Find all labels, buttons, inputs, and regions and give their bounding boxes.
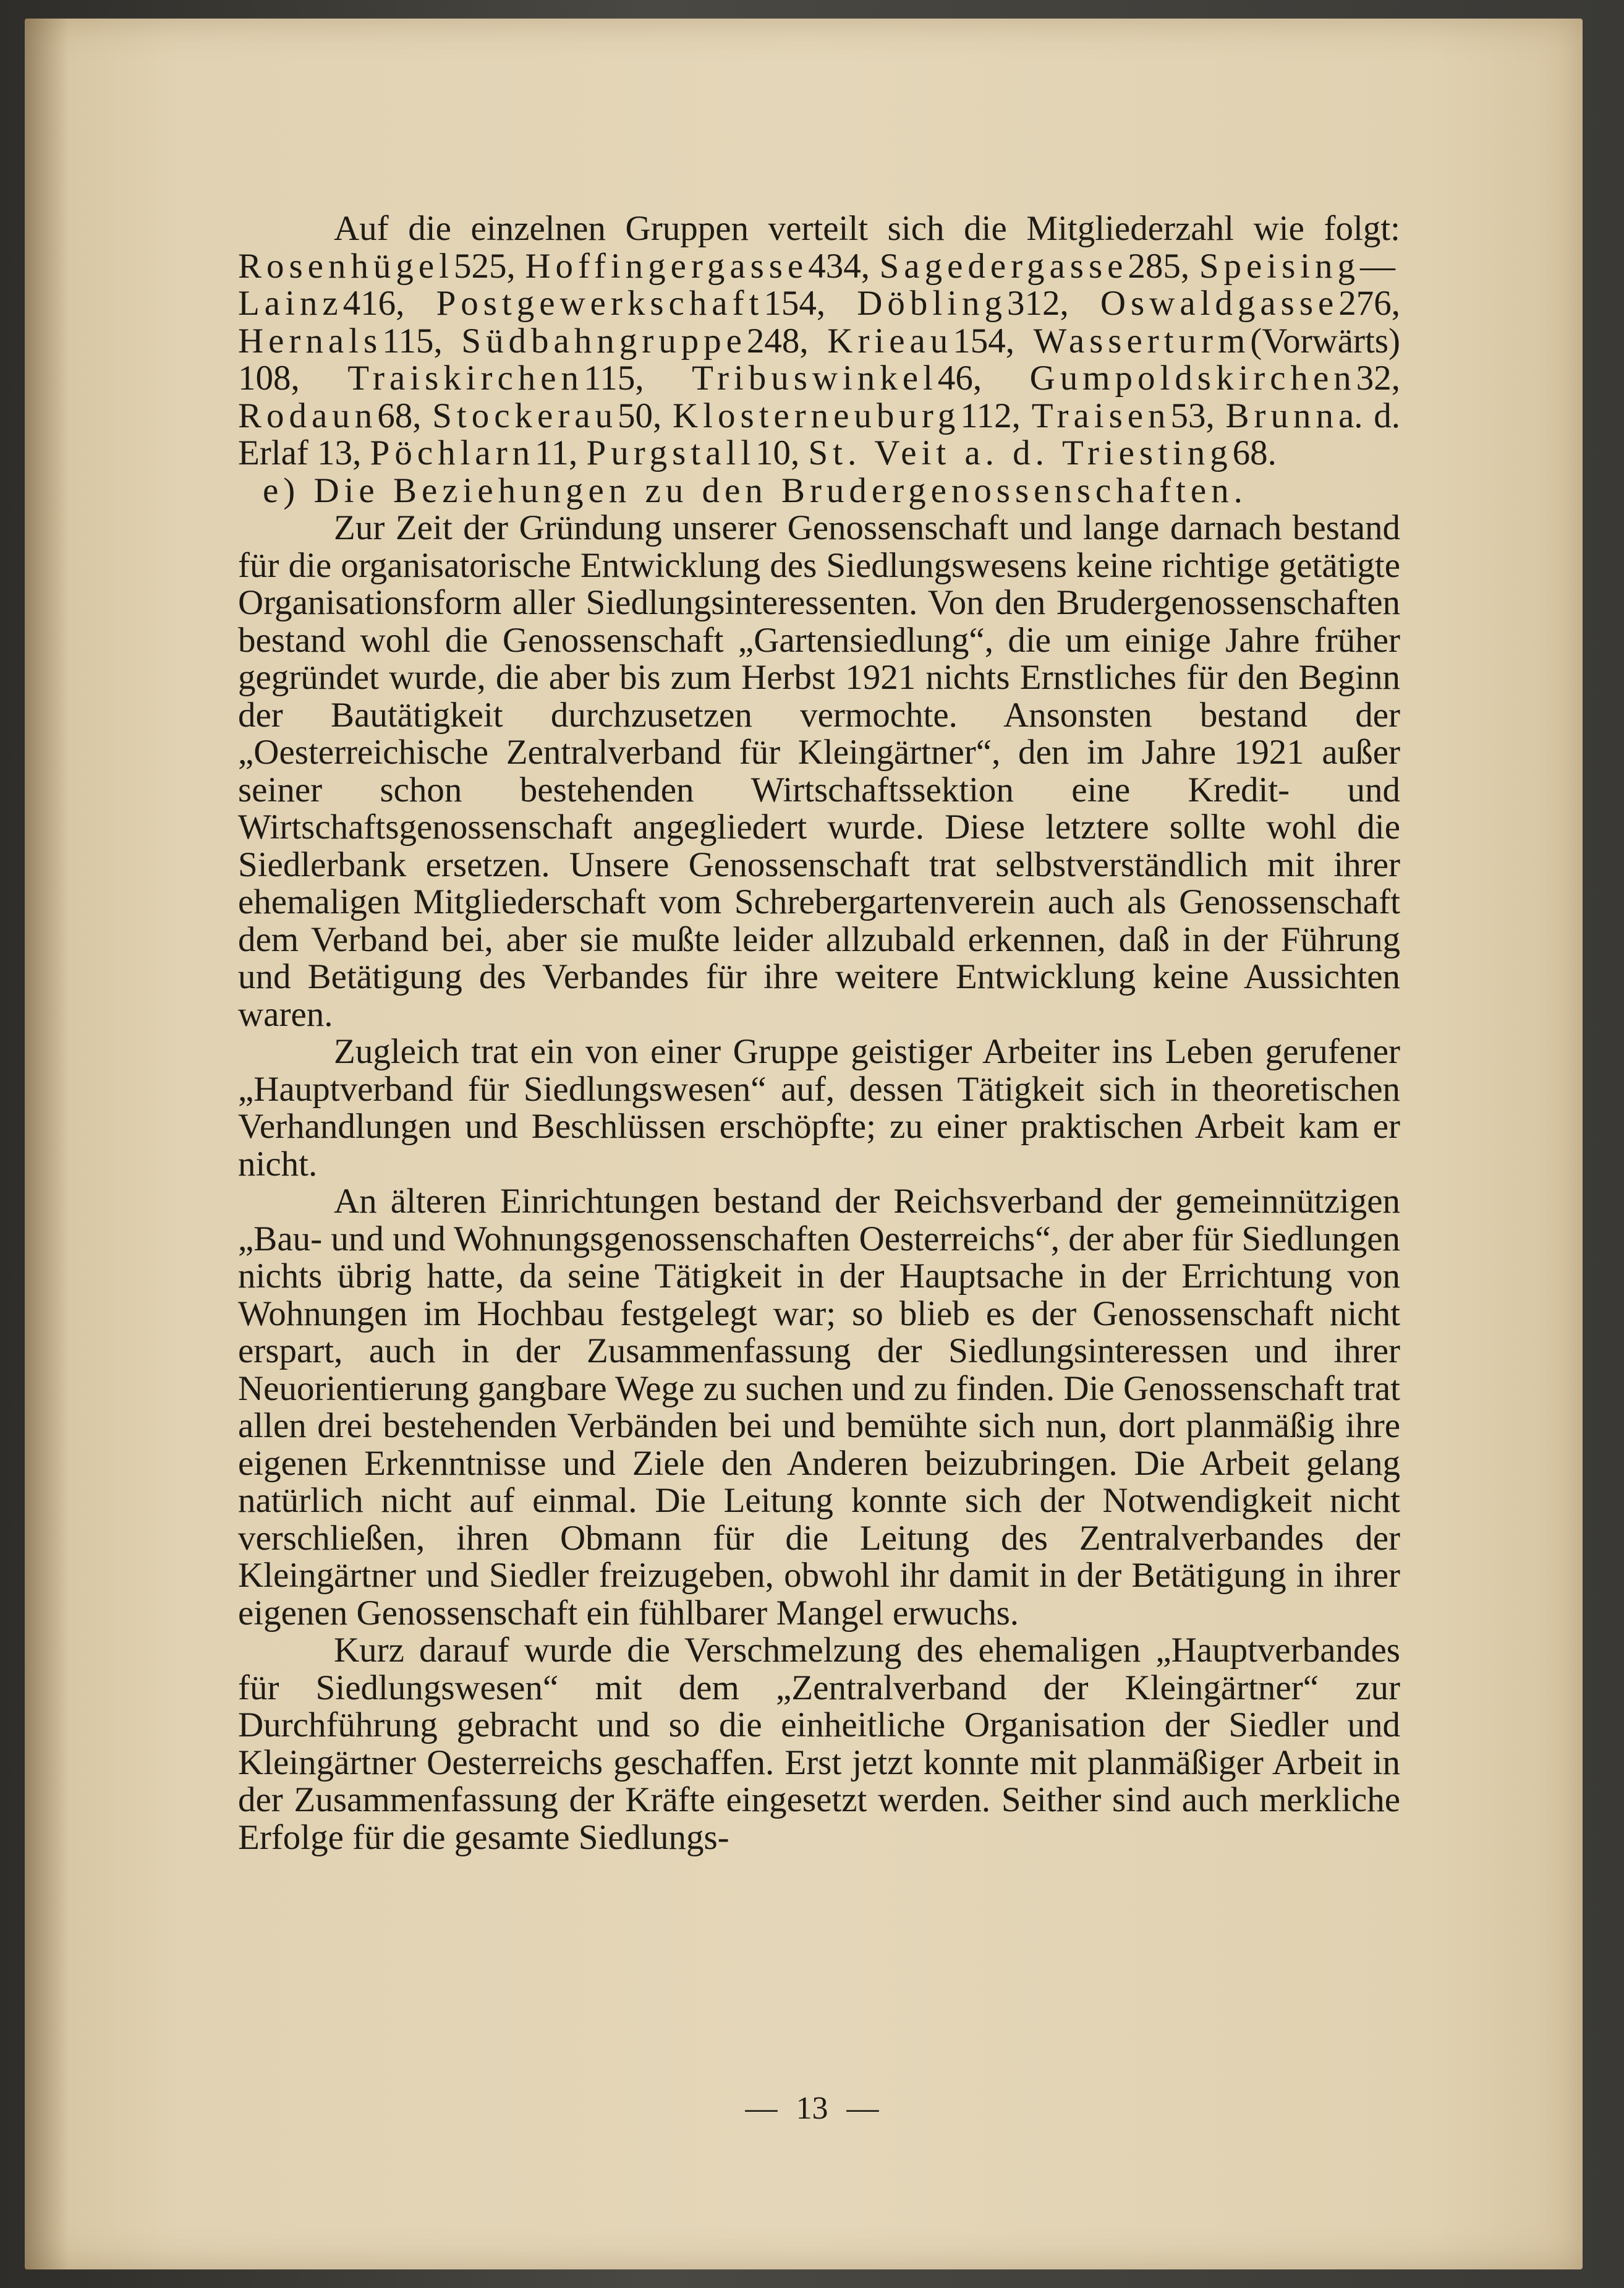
group-name: Speising—Lainz	[238, 246, 1400, 323]
group-count: 50,	[617, 396, 673, 435]
paragraph-verschmelzung: Kurz darauf wurde die Verschmelzung des ehemaligen „Hauptverbandes für Siedlungswesen“ mit dem „Zentralverband der Kleingärtner“ zur Durchführung gebracht und so die einheitliche Organisation der Siedler und Kleingärtner Oesterreichs geschaffen. Erst jetzt konnte mit planmäßiger Arbeit in der Zusammenfassung der Kräfte eingesetzt werden. Seither sind auch merkliche Erfolge für die gesamte Siedlungs-	[238, 1631, 1400, 1857]
group-name: Postgewerkschaft	[436, 284, 764, 323]
group-name: Klosterneuburg	[673, 396, 961, 435]
group-count: 154,	[763, 284, 857, 323]
page-text	[238, 210, 1400, 1856]
group-count: 32,	[1356, 359, 1400, 398]
group-name: Sagedergasse	[879, 246, 1128, 286]
paragraph-hauptverband: Zugleich trat ein von einer Gruppe geistiger Arbeiter ins Leben gerufener „Hauptverband für Siedlungswesen“ auf, dessen Tätigkeit sich in theoretischen Verhandlungen und Beschlüssen erschöpfte; zu einer praktischen Arbeit kam er nicht.	[238, 1032, 1400, 1184]
paragraph-member-groups	[238, 210, 1400, 472]
group-count: 312,	[1006, 284, 1100, 323]
group-count: 525,	[453, 246, 525, 286]
group-name: Oswaldgasse	[1100, 284, 1339, 323]
group-count: 285,	[1128, 246, 1199, 286]
group-name: Südbahngruppe	[461, 321, 747, 361]
paragraph-founding: Zur Zeit der Gründung unserer Genossenschaft und lange darnach bestand für die organisatorische Entwicklung des Siedlungswesens keine richtige getätigte Organisationsform aller Siedlungsinteressenten. Von den Brudergenossenschaften bestand wohl die Genossenschaft „Gartensiedlung“, die um einige Jahre früher gegründet wurde, die aber bis zum Herbst 1921 nichts Ernstliches für den Beginn der Bautätigkeit durchzusetzen vermochte. Ansonsten bestand der „Oesterreichische Zentralverband für Kleingärtner“, den im Jahre 1921 außer seiner schon bestehenden Wirtschaftssektion eine Kredit- und Wirtschaftsgenossenschaft angegliedert wurde. Diese letztere sollte wohl die Siedlerbank ersetzen. Unsere Genossenschaft trat selbstverständlich mit ihrer ehemaligen Mitgliederschaft vom Schrebergartenverein auch als Genossenschaft dem Verband bei, aber sie mußte leider allzubald erkennen, daß in der Führung und Betätigung des Verbandes für ihre weitere Entwicklung keine Aussichten waren.	[238, 508, 1400, 1034]
group-name: Traiskirchen	[347, 359, 584, 398]
group-count: a. d. Erlaf 13,	[238, 396, 1401, 472]
group-name: Stockerau	[432, 396, 618, 435]
group-count: (Vorwärts) 108,	[238, 321, 1401, 398]
group-name: Tribuswinkel	[692, 359, 938, 398]
group-count: 416,	[342, 284, 436, 323]
group-name: Brunn	[1225, 396, 1338, 435]
group-count: 46,	[937, 359, 1030, 398]
book-gutter-shadow	[25, 19, 68, 2269]
group-count: 434,	[808, 246, 880, 286]
footer-dash-right: —	[846, 2091, 879, 2126]
group-count: 112,	[960, 396, 1032, 435]
section-heading: e) Die Beziehungen zu den Brudergenossenschaften.	[263, 471, 1248, 510]
group-name: Hernals	[238, 321, 383, 361]
group-count: 154,	[953, 321, 1034, 361]
group-count: 115,	[584, 359, 692, 398]
page-footer	[0, 2090, 1624, 2127]
group-count: 276,	[1338, 284, 1401, 323]
footer-dash-left: —	[745, 2091, 778, 2126]
group-name: Hoffingergasse	[525, 246, 809, 286]
paragraph-reichsverband: An älteren Einrichtungen bestand der Reichsverband der gemeinnützigen „Bau- und und Wohnungsgenossenschaften Oesterreichs“, der aber für Siedlungen nichts übrig hatte, da seine Tätigkeit in der Hauptsache in der Errichtung von Wohnungen im Hochbau festgelegt war; so blieb es der Genossenschaft nicht erspart, auch in der Zusammenfassung der Siedlungsinteressen und ihrer Neuorientierung gangbare Wege zu suchen und zu finden. Die Genossenschaft trat allen drei bestehenden Verbänden bei und bemühte sich nun, dort planmäßig ihre eigenen Erkenntnisse und Ziele den Anderen beizubringen. Die Arbeit gelang natürlich nicht auf einmal. Die Leitung konnte sich der Notwendigkeit nicht verschließen, ihren Obmann für die Leitung des Zentralverbandes der Kleingärtner und Siedler freizugeben, obwohl ihr damit in der Betätigung in ihrer eigenen Genossenschaft ein fühlbarer Mangel erwuchs.	[238, 1182, 1400, 1633]
group-count: 11,	[535, 433, 587, 472]
group-name: Wasserturm	[1033, 321, 1251, 361]
group-name: Traisen	[1031, 396, 1171, 435]
group-count: 248,	[746, 321, 828, 361]
group-name: Döbling	[857, 284, 1007, 323]
group-count: 68.	[1232, 433, 1277, 472]
paragraph-intro: Auf die einzelnen Gruppen verteilt sich die Mitgliederzahl wie folgt:	[334, 209, 1400, 248]
group-name: Rodaun	[238, 396, 378, 435]
group-name: Krieau	[827, 321, 953, 361]
page-number: 13	[796, 2091, 828, 2126]
group-count: 68,	[377, 396, 433, 435]
group-name: Pöchlarn	[370, 433, 535, 472]
group-count: 53,	[1170, 396, 1226, 435]
group-name: Gumpoldskirchen	[1029, 359, 1356, 398]
group-name: St. Veit a. d. Triesting	[808, 433, 1233, 472]
group-name: Rosenhügel	[238, 246, 454, 286]
group-name: Purgstall	[586, 433, 755, 472]
group-count: 115,	[382, 321, 462, 361]
group-count: 10,	[755, 433, 809, 472]
